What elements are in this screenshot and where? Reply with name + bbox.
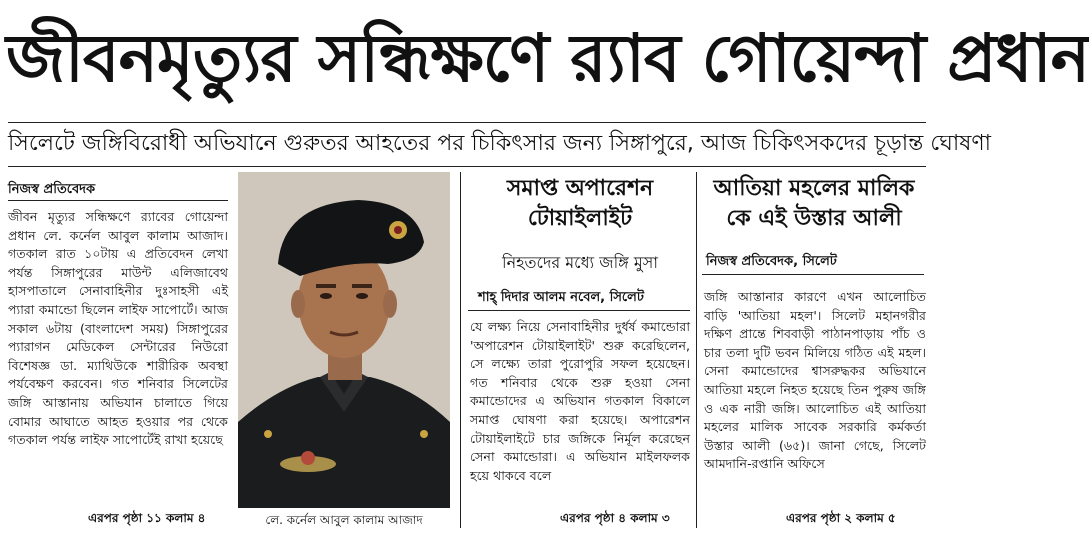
officer-portrait-illustration — [238, 172, 450, 508]
lead-byline: নিজস্ব প্রতিবেদক — [8, 182, 96, 197]
section-divider — [8, 166, 926, 167]
lead-continued: এরপর পৃষ্ঠা ১১ কলাম ৪ — [88, 511, 206, 525]
column-divider — [460, 172, 461, 528]
story-two-byline: শাহ্ দিদার আলম নবেল, সিলেট — [478, 290, 644, 305]
lead-body: জীবন মৃত্যুর সন্ধিক্ষণে র‍্যাবের গোয়েন্দা প্রধান লে. কর্নেল আবুল কালাম আজাদ। গতকাল রাত ১০টায় এ প্রতিবেদন লেখা পর্যন্ত সিঙ্গাপুরের মাউন্ট এলিজাবেথ হাসপাতালে সেনাবাহিনীর দুঃসাহসী এই প্যারা কমান্ডো ছিলেন লাইফ সাপোর্টে। আজ সকাল ৬টায় (বাংলাদেশ সময়) সিঙ্গাপুরের প্যারাগন মেডিকেল সেন্টারের নিউরো বিশেষজ্ঞ ডা. ম্যাথিউকে শারীরিক অবস্থা পর্যবেক্ষণ করবেন। গত শনিবার সিলেটের জঙ্গি আস্তানায় অভিযান চালাতে গিয়ে বোমার আঘাতে আহত হওয়ার পর থেকে গতকাল পর্যন্ত লাইফ সাপোর্টেই রাখা হয়েছে — [8, 209, 228, 448]
officer-photo — [238, 172, 450, 508]
story-three-title: আতিয়া মহলের মালিক কে এই উস্তার আলী — [713, 176, 915, 231]
subheadline: সিলেটে জঙ্গিবিরোধী অভিযানে গুরুতর আহতের পর চিকিৎসার জন্য সিঙ্গাপুরে, আজ চিকিৎসকদের চূড়ান্ত ঘোষণা — [8, 122, 926, 165]
story-three-rule — [702, 274, 924, 275]
story-two-continued: এরপর পৃষ্ঠা ৪ কলাম ৩ — [560, 511, 670, 525]
story-two-subtitle: নিহতদের মধ্যে জঙ্গি মুসা — [502, 253, 658, 272]
column-divider-right — [696, 172, 697, 528]
story-two-rule — [468, 310, 690, 311]
story-three-continued: এরপর পৃষ্ঠা ২ কলাম ৫ — [786, 511, 896, 525]
story-two-body: যে লক্ষ্য নিয়ে সেনাবাহিনীর দুর্ধর্ষ কমান্ডোরা 'অপারেশন টোয়াইলাইট' শুরু করেছিলেন, সে লক্ষ্যে তারা পুরোপুরি সফল হয়েছেন। গত শনিবার থেকে শুরু হওয়া সেনা কমান্ডোদের এ অভিযান গতকাল বিকালে সমাপ্ত ঘোষণা করা হয়েছে। অপারেশন টোয়াইলাইটে চার জঙ্গিকে নির্মূল করেছেন সেনা কমান্ডোরা। এ অভিযান মাইলফলক হয়ে থাকবে বলে — [470, 319, 690, 483]
photo-caption: লে. কর্নেল আবুল কালাম আজাদ — [265, 513, 423, 527]
story-three-byline: নিজস্ব প্রতিবেদক, সিলেট — [706, 254, 837, 269]
lead-byline-rule — [8, 200, 228, 201]
story-three-body: জঙ্গি আস্তানার কারণে এখন আলোচিত বাড়ি 'আতিয়া মহল'। সিলেট মহানগরীর দক্ষিণ প্রান্তে শিববাড়ী পাঠানপাড়ায় পাঁচ ও চার তলা দুটি ভবন মিলিয়ে গঠিত এই মহল। সেনা কমান্ডোদের শ্বাসরুদ্ধকর অভিযানে আতিয়া মহলে নিহত হয়েছে তিন পুরুষ জঙ্গি ও এক নারী জঙ্গি। আলোচিত এই আতিয়া মহলের মালিক সাবেক সরকারি কর্মকর্তা উস্তার আলী (৬৫)। জানা গেছে, সিলেট আমদানি-রপ্তানি অফিসে — [704, 289, 926, 472]
story-two-title: সমাপ্ত অপারেশন টোয়াইলাইট — [506, 176, 654, 231]
headline: জীবনমৃত্যুর সন্ধিক্ষণে র‍্যাব গোয়েন্দা প্রধান — [6, 20, 1089, 97]
